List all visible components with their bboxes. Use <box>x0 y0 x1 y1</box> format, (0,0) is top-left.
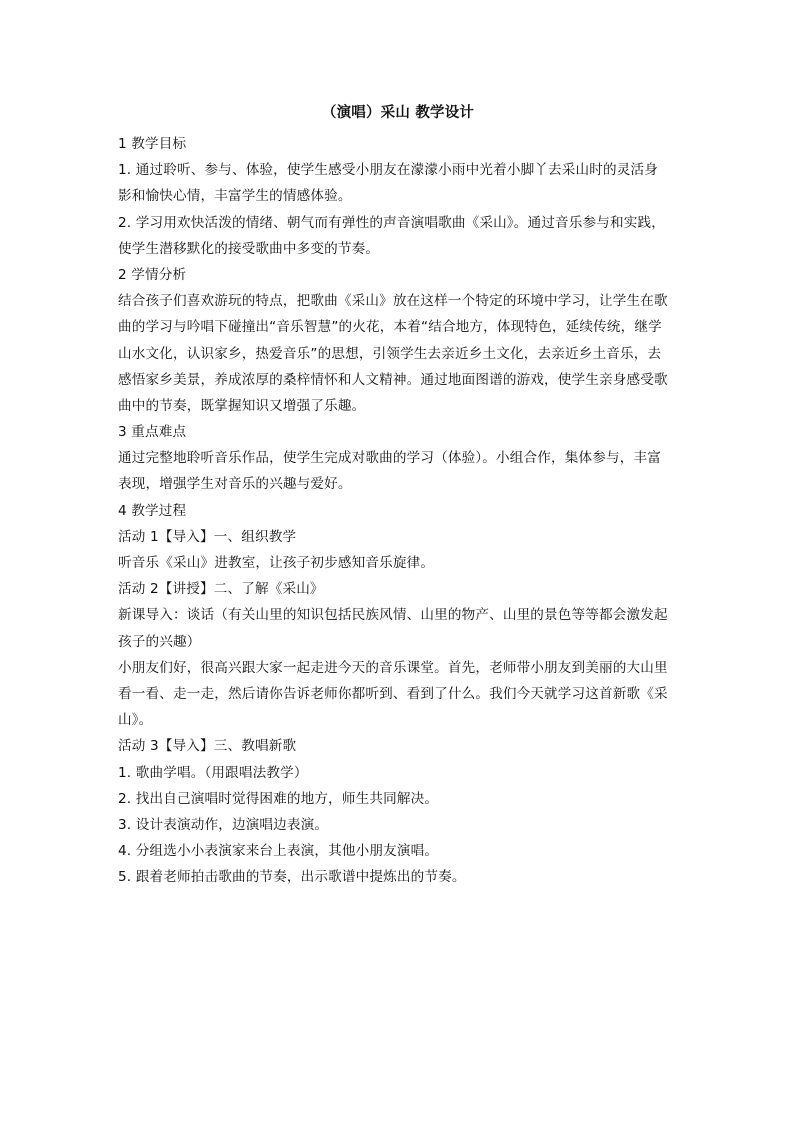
paragraph-line: 听音乐《采山》进教室，让孩子初步感知音乐旋律。 <box>118 555 435 571</box>
paragraph-line: 曲的学习与吟唱下碰撞出“音乐智慧”的火花，本着“结合地方，体现特色，延续传统，继学 <box>118 319 662 336</box>
activity-heading: 活动 1【导入】一、组织教学 <box>118 528 297 545</box>
document-title: （演唱）采山 教学设计 <box>321 105 475 121</box>
list-item: 3. 设计表演动作，边演唱边表演。 <box>118 816 329 833</box>
paragraph-line: 使学生潜移默化的接受歌曲中多变的节奏。 <box>118 240 380 257</box>
list-item: 5. 跟着老师拍击歌曲的节奏，出示歌谱中提炼出的节奏。 <box>118 869 466 886</box>
section-heading-process: 4 教学过程 <box>118 502 187 519</box>
paragraph-line: 通过完整地聆听音乐作品，使学生完成对歌曲的学习（体验）。小组合作，集体参与，丰富 <box>118 450 661 467</box>
paragraph-line: 结合孩子们喜欢游玩的特点，把歌曲《采山》放在这样一个特定的环境中学习，让学生在歌 <box>118 293 668 310</box>
activity-heading: 活动 2【讲授】二、了解《采山》 <box>118 581 324 598</box>
section-heading-goals: 1 教学目标 <box>118 136 187 152</box>
list-item: 1. 歌曲学唱。（用跟唱法教学） <box>118 764 308 781</box>
activity-heading: 活动 3【导入】三、教唱新歌 <box>118 738 297 755</box>
paragraph-line: 小朋友们好，很高兴跟大家一起走进今天的音乐课堂。首先，老师带小朋友到美丽的大山里 <box>118 659 668 676</box>
list-item: 4. 分组选小小表演家来台上表演，其他小朋友演唱。 <box>118 843 439 860</box>
paragraph-line: 看一看、走一走，然后请你告诉老师你都听到、看到了什么。我们今天就学习这首新歌《采 <box>118 685 668 702</box>
section-heading-analysis: 2 学情分析 <box>118 266 187 283</box>
paragraph-line: 山水文化，认识家乡，热爱音乐”的思想，引领学生去亲近乡土文化，去亲近乡土音乐，去 <box>118 345 662 362</box>
list-item: 2. 找出自己演唱时觉得困难的地方，师生共同解决。 <box>118 790 439 807</box>
section-heading-key-points: 3 重点难点 <box>118 424 187 441</box>
paragraph-line: 1. 通过聆听、参与、体验，使学生感受小朋友在濛濛小雨中光着小脚丫去采山时的灵活身 <box>118 162 659 179</box>
paragraph-line: 影和愉快心情，丰富学生的情感体验。 <box>118 188 352 205</box>
paragraph-line: 新课导入：谈话（有关山里的知识包括民族风情、山里的物产、山里的景色等等都会激发起 <box>118 607 668 624</box>
paragraph-line: 曲中的节奏，既掌握知识又增强了乐趣。 <box>118 397 366 414</box>
paragraph-line: 山》。 <box>118 712 153 729</box>
paragraph-line: 表现，增强学生对音乐的兴趣与爱好。 <box>118 476 352 493</box>
paragraph-line: 孩子的兴趣） <box>118 633 201 650</box>
paragraph-line: 2. 学习用欢快活泼的情绪、朝气而有弹性的声音演唱歌曲《采山》。通过音乐参与和实践， <box>118 214 665 231</box>
paragraph-line: 感悟家乡美景，养成浓厚的桑梓情怀和人文精神。通过地面图谱的游戏，使学生亲身感受歌 <box>118 371 668 388</box>
document-body <box>118 131 678 890</box>
